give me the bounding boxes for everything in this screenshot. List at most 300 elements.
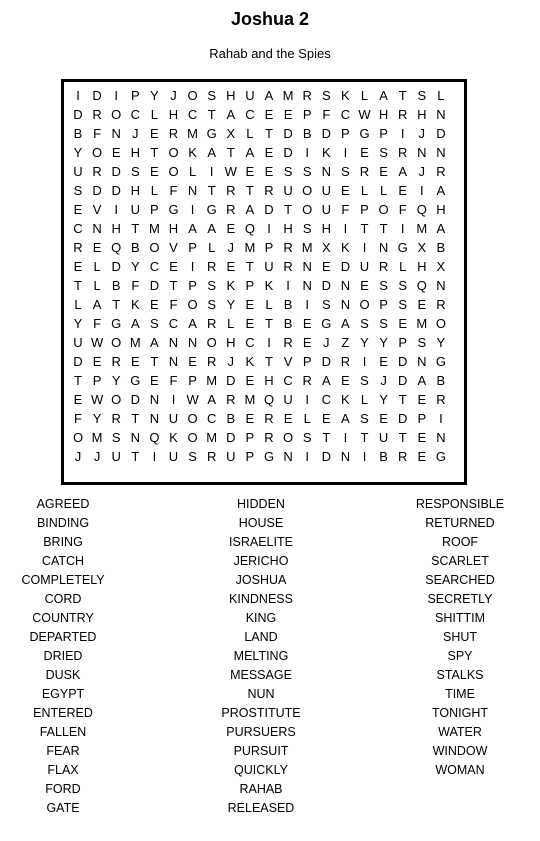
grid-letter: F [341, 202, 350, 217]
word-list-item: SPY [447, 649, 473, 663]
grid-row [64, 86, 464, 105]
grid-letter: N [149, 392, 160, 407]
grid-letter: A [436, 183, 446, 198]
grid-letter: G [397, 240, 408, 255]
word-list-item: PURSUIT [233, 744, 289, 758]
word-list-item: JOSHUA [235, 573, 287, 587]
grid-letter: U [226, 449, 236, 464]
grid-letter: B [283, 316, 293, 331]
grid-letter: D [264, 202, 274, 217]
word-list-column-2 [186, 495, 336, 818]
grid-letter: D [397, 411, 408, 426]
grid-letter: R [397, 449, 408, 464]
grid-letter: T [131, 411, 140, 426]
grid-letter: R [92, 164, 102, 179]
grid-letter: S [302, 221, 312, 236]
grid-letter: R [283, 240, 293, 255]
grid-letter: E [73, 202, 83, 217]
grid-letter: H [378, 107, 389, 122]
grid-letter: O [378, 202, 389, 217]
grid-row [64, 181, 464, 200]
grid-letter: E [92, 240, 102, 255]
word-list-item: WATER [438, 725, 482, 739]
grid-letter: H [417, 107, 427, 122]
grid-letter: N [417, 145, 427, 160]
grid-letter: F [74, 411, 82, 426]
grid-letter: I [171, 392, 176, 407]
grid-letter: K [245, 354, 255, 369]
grid-letter: H [417, 259, 427, 274]
word-list-item: CORD [44, 592, 82, 606]
grid-letter: Y [130, 259, 140, 274]
grid-letter: K [169, 430, 178, 445]
grid-letter: E [264, 107, 274, 122]
grid-letter: I [305, 449, 309, 464]
word-list-item: JERICHO [233, 554, 289, 568]
grid-letter: G [206, 202, 217, 217]
grid-letter: R [264, 430, 274, 445]
grid-letter: F [169, 183, 178, 198]
grid-letter: O [72, 430, 84, 445]
grid-letter: E [283, 411, 293, 426]
grid-letter: I [400, 126, 405, 141]
word-list-item: SCARLET [431, 554, 489, 568]
grid-letter: C [321, 392, 331, 407]
word-list-item: GATE [46, 801, 80, 815]
grid-letter: T [207, 183, 216, 198]
grid-letter: U [321, 202, 331, 217]
grid-letter: E [379, 354, 388, 369]
grid-letter: O [111, 392, 122, 407]
grid-letter: E [150, 164, 159, 179]
grid-letter: M [148, 221, 160, 236]
grid-letter: B [302, 126, 312, 141]
grid-letter: R [206, 449, 217, 464]
grid-letter: E [321, 411, 331, 426]
grid-letter: R [206, 354, 217, 369]
grid-letter: W [90, 392, 104, 407]
grid-letter: A [245, 145, 255, 160]
grid-letter: S [111, 430, 121, 445]
grid-letter: J [418, 164, 426, 179]
grid-letter: D [111, 164, 121, 179]
grid-letter: D [321, 278, 331, 293]
grid-letter: P [417, 411, 427, 426]
grid-letter: R [283, 259, 293, 274]
grid-letter: L [150, 107, 158, 122]
grid-letter: O [359, 297, 370, 312]
grid-letter: M [416, 221, 428, 236]
grid-letter: Q [149, 430, 160, 445]
grid-letter: A [398, 164, 408, 179]
grid-letter: F [398, 202, 407, 217]
grid-letter: C [245, 107, 255, 122]
grid-letter: T [398, 430, 407, 445]
grid-letter: I [343, 145, 348, 160]
grid-letter: U [111, 449, 121, 464]
grid-letter: E [302, 335, 312, 350]
grid-letter: T [265, 126, 273, 141]
grid-letter: E [150, 126, 159, 141]
grid-letter: N [436, 278, 446, 293]
grid-letter: J [227, 354, 235, 369]
grid-letter: U [264, 259, 274, 274]
grid-letter: E [264, 164, 274, 179]
grid-letter: S [360, 373, 369, 388]
grid-letter: L [360, 88, 369, 103]
word-list-item: LAND [244, 630, 278, 644]
grid-letter: I [114, 88, 118, 103]
grid-letter: T [207, 107, 216, 122]
grid-letter: R [283, 335, 293, 350]
grid-letter: S [207, 88, 217, 103]
grid-letter: E [130, 354, 140, 369]
grid-letter: C [149, 259, 160, 274]
word-list-item: NUN [247, 687, 275, 701]
grid-letter: H [321, 221, 331, 236]
grid-letter: C [245, 335, 255, 350]
grid-letter: D [226, 430, 236, 445]
grid-letter: E [245, 164, 255, 179]
grid-letter: Q [416, 278, 427, 293]
grid-letter: A [150, 335, 159, 350]
grid-letter: R [111, 354, 121, 369]
grid-row [64, 428, 464, 447]
grid-letter: D [73, 107, 83, 122]
word-list-item: KING [245, 611, 277, 625]
grid-letter: D [130, 392, 140, 407]
grid-letter: R [340, 354, 351, 369]
grid-letter: R [378, 259, 389, 274]
word-list-item: RESPONSIBLE [415, 497, 505, 511]
grid-letter: S [360, 316, 369, 331]
grid-letter: S [321, 297, 331, 312]
grid-letter: K [341, 88, 350, 103]
grid-letter: D [149, 278, 160, 293]
grid-letter: I [343, 430, 348, 445]
grid-letter: C [168, 316, 179, 331]
grid-letter: G [359, 126, 370, 141]
grid-letter: T [360, 221, 369, 236]
grid-letter: R [436, 392, 446, 407]
word-list-column-3 [385, 495, 535, 780]
word-list-item: SHUT [442, 630, 478, 644]
grid-letter: P [188, 373, 197, 388]
grid-letter: D [321, 126, 331, 141]
grid-letter: N [321, 164, 331, 179]
grid-letter: D [111, 259, 121, 274]
grid-letter: E [226, 259, 236, 274]
grid-letter: H [264, 373, 274, 388]
grid-letter: L [188, 164, 197, 179]
grid-letter: E [417, 430, 427, 445]
grid-letter: A [130, 316, 140, 331]
grid-row [64, 352, 464, 371]
grid-letter: L [399, 259, 407, 274]
grid-letter: O [206, 335, 217, 350]
word-list-item: BINDING [36, 516, 90, 530]
word-list-item: COUNTRY [32, 611, 94, 625]
grid-row [64, 219, 464, 238]
grid-row [64, 447, 464, 466]
grid-letter: R [397, 145, 408, 160]
grid-letter: N [302, 278, 312, 293]
grid-letter: I [362, 354, 367, 369]
grid-letter: W [224, 164, 237, 179]
grid-letter: Q [263, 392, 275, 407]
grid-letter: E [321, 259, 331, 274]
grid-letter: S [130, 164, 140, 179]
grid-letter: N [130, 430, 140, 445]
grid-letter: H [168, 107, 179, 122]
grid-letter: T [379, 221, 388, 236]
grid-letter: J [380, 373, 387, 388]
grid-letter: S [321, 88, 331, 103]
grid-letter: L [437, 88, 445, 103]
grid-letter: P [130, 88, 140, 103]
word-list-item: HOUSE [238, 516, 284, 530]
grid-letter: P [92, 373, 102, 388]
grid-letter: E [188, 354, 197, 369]
grid-letter: Q [244, 221, 255, 236]
grid-letter: K [226, 278, 236, 293]
grid-letter: N [340, 449, 351, 464]
grid-letter: J [323, 335, 330, 350]
word-list-item: DUSK [45, 668, 81, 682]
word-list-item: ISRAELITE [229, 535, 293, 549]
grid-letter: D [283, 126, 293, 141]
grid-letter: P [188, 240, 197, 255]
grid-letter: V [283, 354, 293, 369]
grid-letter: K [188, 145, 197, 160]
grid-letter: I [305, 392, 309, 407]
grid-letter: M [416, 316, 428, 331]
grid-letter: L [303, 411, 311, 426]
grid-letter: N [340, 278, 351, 293]
grid-letter: E [360, 145, 369, 160]
grid-letter: B [379, 449, 388, 464]
grid-letter: R [168, 126, 179, 141]
grid-letter: U [168, 449, 179, 464]
grid-letter: L [227, 316, 235, 331]
grid-letter: S [283, 164, 293, 179]
grid-letter: G [168, 202, 179, 217]
word-list-item: FEAR [46, 744, 80, 758]
grid-letter: O [168, 164, 179, 179]
word-list-column-1 [0, 495, 138, 818]
grid-letter: N [417, 354, 427, 369]
grid-letter: C [187, 107, 198, 122]
grid-row [64, 238, 464, 257]
grid-letter: E [379, 164, 388, 179]
grid-letter: X [321, 240, 331, 255]
word-search-grid [61, 79, 467, 485]
grid-letter: E [302, 316, 312, 331]
grid-letter: L [150, 183, 158, 198]
grid-row [64, 124, 464, 143]
grid-letter: N [111, 126, 121, 141]
grid-letter: O [187, 297, 198, 312]
grid-letter: O [187, 411, 198, 426]
grid-letter: Y [360, 335, 369, 350]
grid-letter: M [206, 373, 218, 388]
grid-letter: E [417, 297, 427, 312]
grid-letter: D [92, 183, 102, 198]
grid-row [64, 257, 464, 276]
grid-letter: T [150, 354, 159, 369]
grid-letter: D [436, 126, 446, 141]
grid-letter: P [188, 278, 197, 293]
grid-letter: E [111, 145, 121, 160]
grid-letter: R [397, 107, 408, 122]
grid-letter: T [226, 145, 235, 160]
word-list-item: SEARCHED [425, 573, 495, 587]
grid-letter: G [321, 316, 332, 331]
grid-letter: R [302, 88, 312, 103]
grid-letter: T [322, 430, 331, 445]
grid-letter: I [209, 164, 214, 179]
grid-letter: H [283, 221, 293, 236]
grid-letter: T [245, 183, 254, 198]
grid-row [64, 371, 464, 390]
grid-letter: D [321, 354, 331, 369]
grid-letter: K [264, 278, 274, 293]
grid-letter: B [130, 240, 140, 255]
grid-letter: F [131, 278, 140, 293]
grid-letter: O [187, 88, 198, 103]
grid-letter: M [244, 392, 256, 407]
grid-letter: N [302, 259, 312, 274]
word-list-item: STALKS [436, 668, 484, 682]
grid-letter: U [245, 88, 255, 103]
word-list-item: ENTERED [33, 706, 93, 720]
grid-letter: I [305, 145, 309, 160]
grid-letter: U [73, 164, 83, 179]
word-list-item: PURSUERS [226, 725, 296, 739]
grid-letter: E [341, 183, 350, 198]
grid-letter: O [168, 145, 179, 160]
word-list-item: BRING [43, 535, 83, 549]
grid-letter: A [188, 316, 197, 331]
grid-letter: S [302, 430, 312, 445]
grid-letter: K [341, 240, 350, 255]
grid-letter: U [321, 183, 331, 198]
grid-letter: I [343, 221, 348, 236]
grid-letter: R [226, 183, 236, 198]
word-list-item: COMPLETELY [21, 573, 105, 587]
grid-letter: Y [92, 411, 102, 426]
grid-letter: I [286, 278, 290, 293]
grid-letter: P [264, 240, 274, 255]
grid-letter: G [111, 316, 122, 331]
grid-letter: T [74, 373, 82, 388]
grid-letter: L [74, 297, 82, 312]
grid-letter: U [73, 335, 83, 350]
grid-letter: E [360, 278, 369, 293]
word-list-item: FALLEN [39, 725, 87, 739]
grid-row [64, 143, 464, 162]
grid-letter: J [93, 449, 101, 464]
grid-row [64, 314, 464, 333]
grid-letter: O [111, 107, 122, 122]
grid-letter: E [150, 297, 159, 312]
grid-letter: T [398, 392, 407, 407]
grid-letter: B [283, 297, 293, 312]
grid-letter: R [73, 240, 83, 255]
grid-letter: B [111, 278, 121, 293]
grid-letter: H [226, 88, 236, 103]
grid-letter: S [341, 164, 350, 179]
grid-letter: S [398, 278, 408, 293]
grid-letter: I [114, 202, 118, 217]
grid-letter: K [130, 297, 140, 312]
page-subtitle: Rahab and the Spies [209, 46, 331, 61]
grid-letter: F [93, 126, 102, 141]
grid-letter: N [168, 354, 179, 369]
grid-letter: M [206, 430, 218, 445]
grid-letter: F [322, 107, 331, 122]
grid-letter: R [206, 259, 217, 274]
grid-letter: S [379, 278, 388, 293]
grid-letter: E [245, 411, 255, 426]
grid-letter: B [436, 240, 446, 255]
grid-letter: U [359, 259, 370, 274]
grid-letter: T [112, 297, 121, 312]
grid-letter: T [150, 145, 159, 160]
word-list-item: EGYPT [41, 687, 85, 701]
grid-letter: Y [436, 335, 446, 350]
grid-letter: E [150, 373, 159, 388]
grid-letter: R [111, 411, 121, 426]
grid-letter: T [265, 354, 273, 369]
grid-row [64, 162, 464, 181]
grid-letter: I [267, 335, 271, 350]
grid-letter: R [226, 392, 236, 407]
grid-letter: E [73, 259, 83, 274]
grid-letter: I [152, 449, 157, 464]
grid-letter: J [74, 449, 82, 464]
grid-letter: S [207, 297, 217, 312]
grid-letter: H [111, 221, 121, 236]
word-list-item: TIME [445, 687, 475, 701]
grid-letter: D [283, 145, 293, 160]
grid-letter: O [302, 183, 313, 198]
word-list-item: ROOF [441, 535, 479, 549]
grid-letter: R [359, 164, 370, 179]
grid-letter: K [321, 145, 331, 160]
grid-letter: E [245, 373, 255, 388]
grid-letter: E [169, 259, 178, 274]
grid-letter: M [187, 126, 199, 141]
grid-letter: I [362, 240, 367, 255]
grid-letter: B [226, 411, 236, 426]
grid-letter: Q [111, 240, 122, 255]
grid-letter: R [302, 373, 312, 388]
grid-letter: L [379, 183, 388, 198]
grid-letter: H [436, 202, 446, 217]
grid-letter: D [92, 88, 102, 103]
grid-letter: R [206, 316, 217, 331]
word-list-item: PROSTITUTE [221, 706, 301, 720]
grid-row [64, 390, 464, 409]
grid-letter: E [417, 449, 427, 464]
word-list-item: FLAX [47, 763, 79, 777]
grid-letter: S [207, 278, 217, 293]
grid-letter: T [265, 316, 273, 331]
grid-letter: A [264, 88, 274, 103]
grid-letter: S [379, 145, 388, 160]
word-list-item: AGREED [36, 497, 90, 511]
